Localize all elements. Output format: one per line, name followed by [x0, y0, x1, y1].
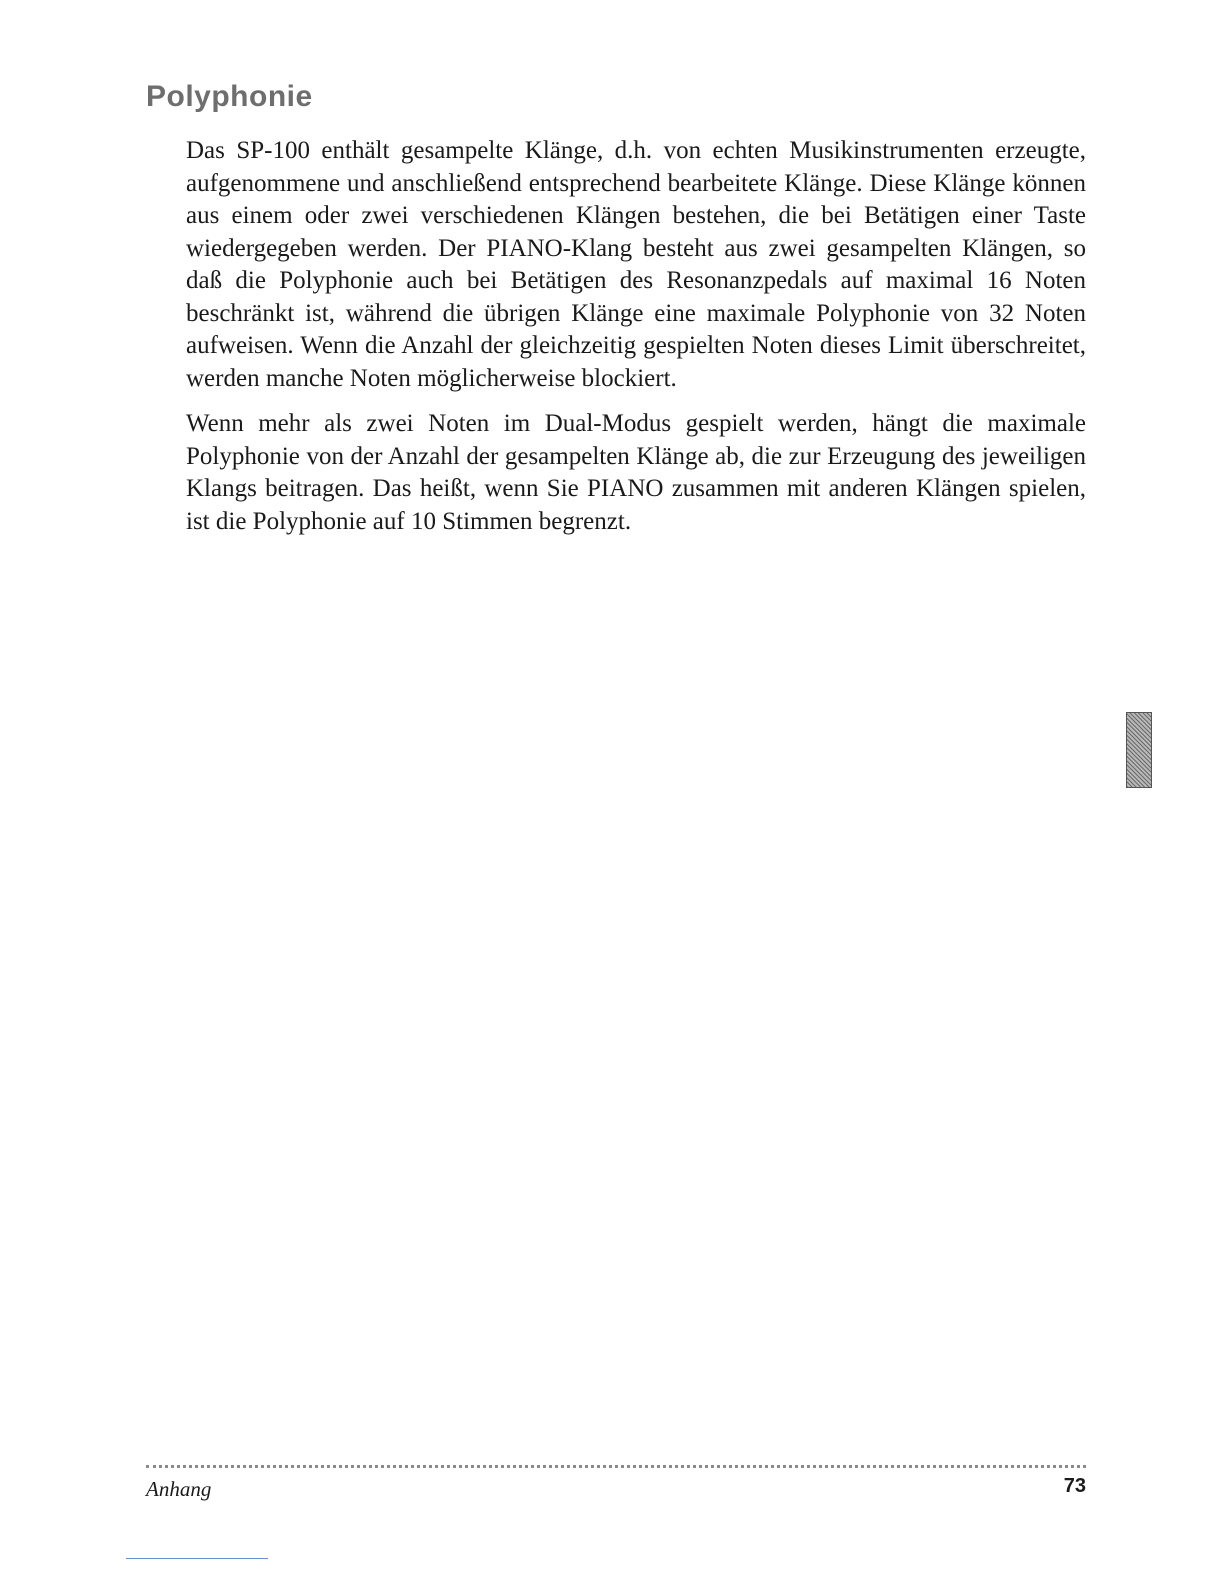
- body-text: [186, 135, 1086, 551]
- footer-section-name: Anhang: [146, 1477, 212, 1501]
- bottom-edge-line: [126, 1558, 268, 1559]
- paragraph-1: Das SP-100 enthält gesampelte Klänge, d.h. von echten Musikinstrumenten erzeugte, aufgenommene und anschließend entsprechend bearbeitete Klänge. Diese Klänge können aus einem oder zwei verschiedenen Klängen bestehen, die bei Betätigen einer Taste wiedergegeben werden. Der PIANO-Klang besteht aus zwei gesampelten Klängen, so daß die Polyphonie auch bei Betätigen des Resonanzpedals auf maximal 16 Noten beschränkt ist, während die übrigen Klänge eine maximale Polyphonie von 32 Noten aufweisen. Wenn die Anzahl der gleichzeitig gespielten Noten dieses Limit überschreitet, werden manche Noten möglicherweise blockiert.: [186, 137, 1086, 392]
- paragraph-2: Wenn mehr als zwei Noten im Dual-Modus gespielt werden, hängt die maximale Polyphonie von der Anzahl der gesampelten Klänge ab, die zur Erzeugung des jeweiligen Klangs beitragen. Das heißt, wenn Sie PIANO zusammen mit anderen Klängen spielen, ist die Polyphonie auf 10 Stimmen begrenzt.: [186, 410, 1086, 535]
- footer-divider: [146, 1465, 1086, 1468]
- section-heading: Polyphonie: [146, 80, 313, 113]
- chapter-thumb-tab: [1126, 712, 1152, 788]
- page-number: 73: [1063, 1475, 1086, 1497]
